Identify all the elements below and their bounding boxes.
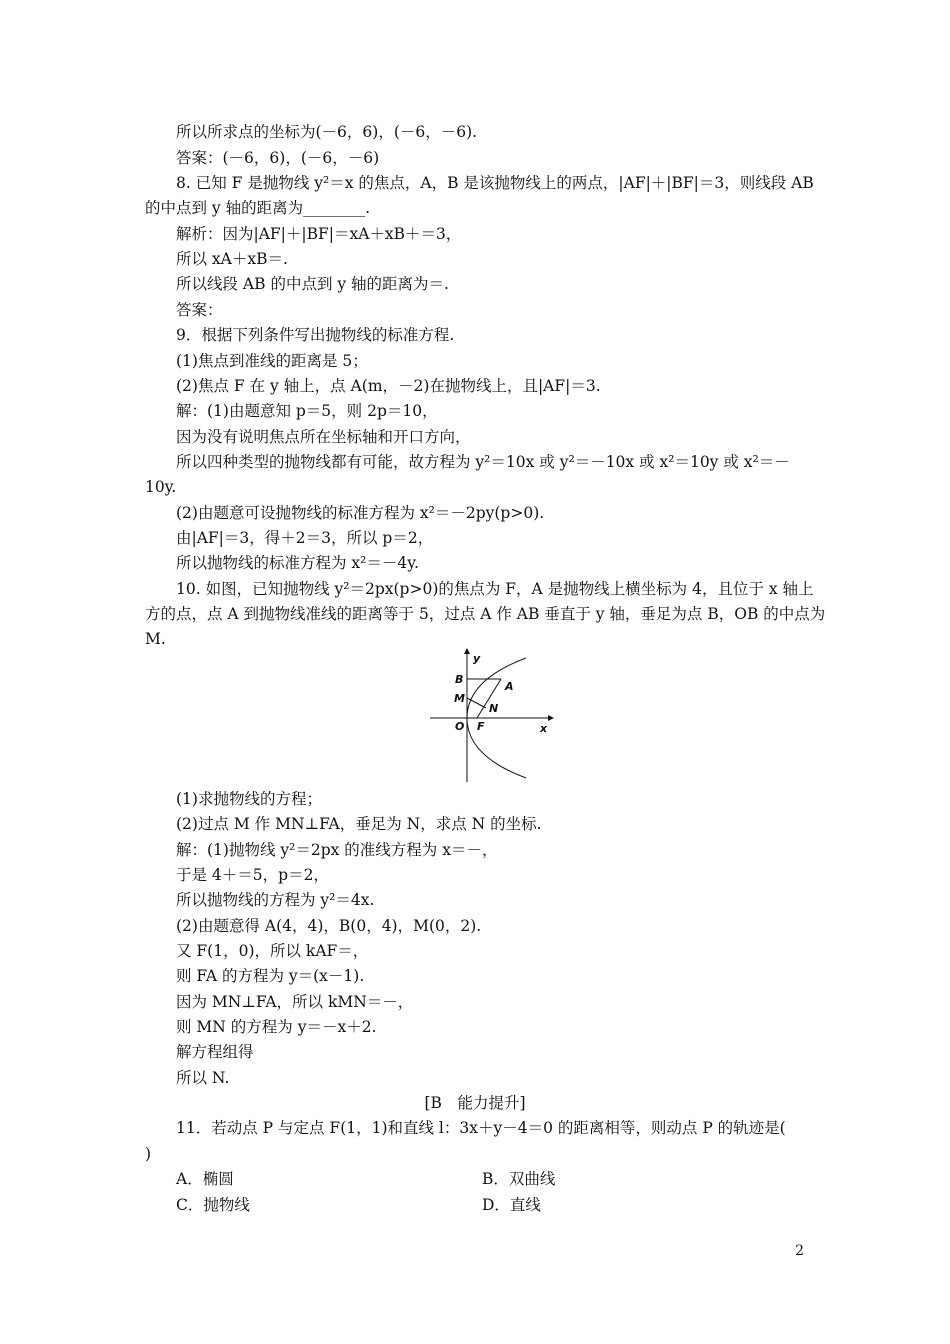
label-b: B <box>455 673 464 686</box>
x-axis-arrow <box>548 715 554 721</box>
text-line: 所以 N. <box>176 1069 230 1087</box>
text-line: (1)焦点到准线的距离是 5； <box>176 352 368 370</box>
section-heading: [B 能力提升] <box>424 1094 526 1112</box>
text-line: 因为 MN⊥FA，所以 kMN＝－， <box>176 993 414 1011</box>
option-a: A．椭圆 <box>176 1170 234 1188</box>
page-number: 2 <box>795 1243 804 1259</box>
parabola-figure <box>430 648 554 782</box>
question-9: 9．根据下列条件写出抛物线的标准方程. <box>176 326 455 344</box>
text-line: (2)由题意可设抛物线的标准方程为 x²＝－2py(p>0). <box>176 504 545 522</box>
text-line: 所以所求点的坐标为(－6，6)，(－6，－6). <box>176 123 478 141</box>
text-line: 解：(1)由题意知 p＝5，则 2p＝10， <box>176 402 438 420</box>
question-10: 10. 如图，已知抛物线 y²＝2px(p>0)的焦点为 F，A 是抛物线上横坐标为 4，且位于 x 轴上 <box>176 580 814 598</box>
label-x: x <box>540 722 548 735</box>
text-line: M. <box>145 630 166 648</box>
text-line: 所以抛物线的方程为 y²＝4x. <box>176 891 375 909</box>
text-line: 因为没有说明焦点所在坐标轴和开口方向， <box>176 428 471 446</box>
y-axis-arrow <box>464 648 470 654</box>
label-m: M <box>454 692 465 705</box>
text-line: 的中点到 y 轴的距离为________. <box>145 199 371 217</box>
option-b: B．双曲线 <box>482 1170 556 1188</box>
question-8: 8. 已知 F 是抛物线 y²＝x 的焦点，A，B 是该抛物线上的两点，|AF|＋|BF|＝3，则线段 AB <box>176 174 814 192</box>
label-o: O <box>455 720 465 733</box>
text-line: (1)求抛物线的方程； <box>176 790 322 808</box>
text-line: 则 MN 的方程为 y＝－x＋2. <box>176 1018 377 1036</box>
text-line: 10y. <box>145 478 177 496</box>
text-line: 所以抛物线的标准方程为 x²＝－4y. <box>176 554 419 572</box>
text-line: 由|AF|＝3，得＋2＝3，所以 p＝2， <box>176 529 434 547</box>
label-y: y <box>473 652 481 665</box>
text-line: 解：(1)抛物线 y²＝2px 的准线方程为 x＝－， <box>176 841 498 859</box>
text-line: 所以线段 AB 的中点到 y 轴的距离为＝. <box>176 275 449 293</box>
question-11: 11．若动点 P 与定点 F(1，1)和直线 l：3x＋y－4＝0 的距离相等，则动点 P 的轨迹是( <box>176 1119 786 1137</box>
text-line: 于是 4＋＝5，p＝2， <box>176 866 329 884</box>
text-line: (2)由题意得 A(4，4)，B(0，4)，M(0，2). <box>176 917 482 935</box>
text-line: ) <box>145 1145 152 1163</box>
text-line: 答案：(－6，6)，(－6，－6) <box>176 149 380 167</box>
text-line: 解方程组得 <box>176 1043 254 1061</box>
text-line: 又 F(1，0)，所以 kAF＝， <box>176 942 369 960</box>
text-line: 所以四种类型的抛物线都有可能，故方程为 y²＝10x 或 y²＝－10x 或 x²＝10y 或 x²＝－ <box>176 453 790 471</box>
text-line: 所以 xA＋xB＝. <box>176 250 288 268</box>
option-c: C．抛物线 <box>176 1196 250 1214</box>
label-a: A <box>505 680 514 693</box>
label-f: F <box>477 720 485 733</box>
text-line: (2)过点 M 作 MN⊥FA，垂足为 N，求点 N 的坐标. <box>176 815 542 833</box>
text-line: 则 FA 的方程为 y＝(x－1). <box>176 967 365 985</box>
text-line: 答案： <box>176 301 223 319</box>
text-line: 解析：因为|AF|＋|BF|＝xA＋xB＋＝3， <box>176 225 462 243</box>
option-d: D．直线 <box>482 1196 541 1214</box>
text-line: 方的点，点 A 到抛物线准线的距离等于 5，过点 A 作 AB 垂直于 y 轴，垂足为点 B，OB 的中点为 <box>145 605 826 623</box>
label-n: N <box>489 702 499 715</box>
text-line: (2)焦点 F 在 y 轴上，点 A(m，－2)在抛物线上，且|AF|＝3. <box>176 377 601 395</box>
